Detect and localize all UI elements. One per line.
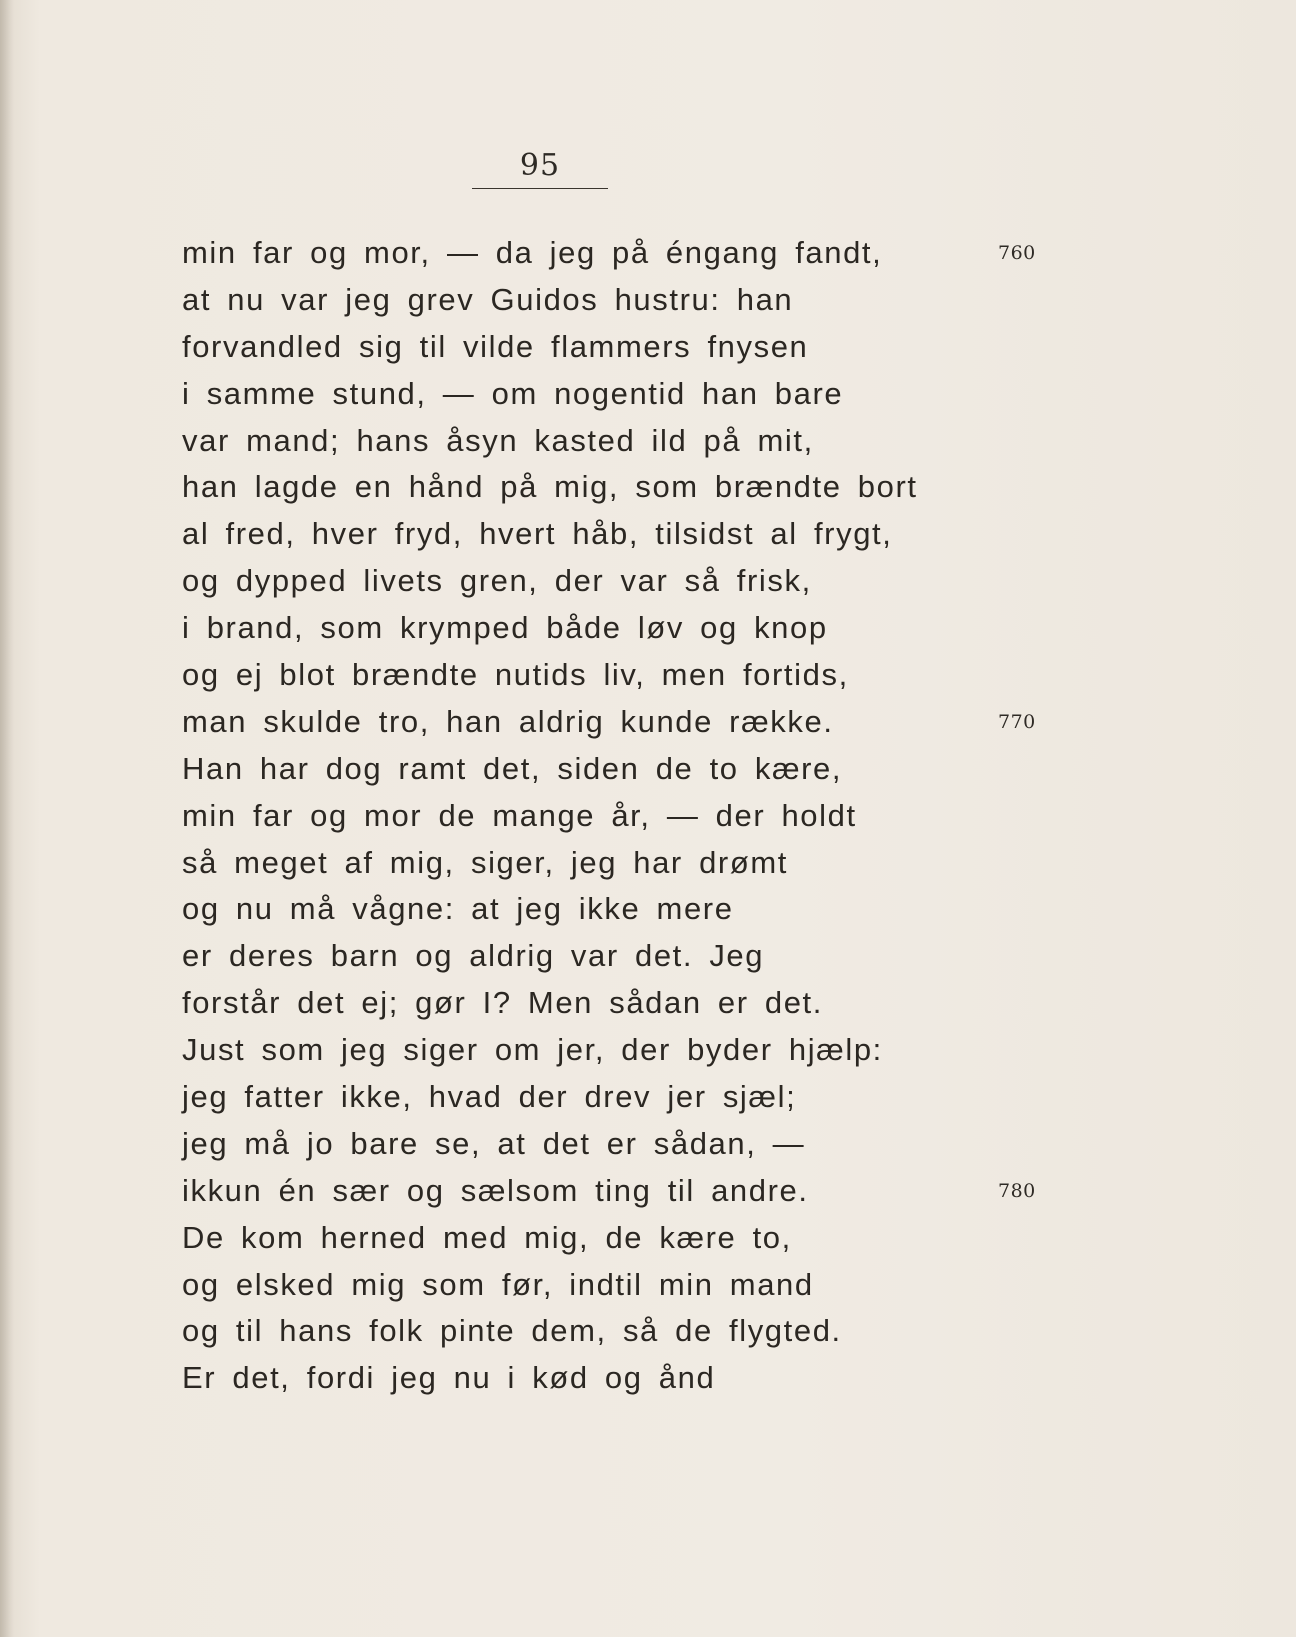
verse-line: i samme stund, — om nogentid han bare (182, 375, 844, 411)
verse-line: man skulde tro, han aldrig kunde række. (182, 703, 834, 739)
verse-line: Han har dog ramt det, siden de to kære, (182, 750, 843, 786)
verse-line: jeg må jo bare se, at det er sådan, — (182, 1125, 806, 1161)
line-number-770: 770 (998, 711, 1036, 733)
verse-line: Just som jeg siger om jer, der byder hjælp: (182, 1032, 883, 1068)
verse-line: er deres barn og aldrig var det. Jeg (182, 938, 765, 974)
verse-line: jeg fatter ikke, hvad der drev jer sjæl; (182, 1079, 797, 1115)
verse-line: De kom herned med mig, de kære to, (182, 1219, 792, 1255)
page-number-rule (472, 188, 608, 189)
line-number-780: 780 (998, 1180, 1036, 1202)
verse-line: Er det, fordi jeg nu i kød og ånd (182, 1360, 716, 1396)
verse-line: i brand, som krymped både løv og knop (182, 610, 828, 646)
page-edge-shadow (0, 0, 14, 1637)
verse-line: og ej blot brændte nutids liv, men fortids, (182, 657, 849, 693)
line-number-760: 760 (998, 242, 1036, 264)
verse-line: at nu var jeg grev Guidos hustru: han (182, 281, 794, 317)
verse-line: al fred, hver fryd, hvert håb, tilsidst al frygt, (182, 516, 893, 552)
page-number: 95 (519, 148, 561, 183)
verse-line: min far og mor, — da jeg på éngang fandt, (182, 235, 883, 270)
verse-line: og elsked mig som før, indtil min mand (182, 1266, 814, 1302)
verse-line: han lagde en hånd på mig, som brændte bort (182, 469, 918, 505)
verse-line: og nu må vågne: at jeg ikke mere (182, 891, 734, 927)
verse-line: var mand; hans åsyn kasted ild på mit, (182, 422, 814, 458)
verse-block (182, 230, 942, 1402)
verse-line: og dypped livets gren, der var så frisk, (182, 563, 812, 599)
verse-line: min far og mor de mange år, — der holdt (182, 797, 857, 833)
verse-line: forstår det ej; gør I? Men sådan er det. (182, 985, 823, 1021)
verse-line: forvandled sig til vilde flammers fnysen (182, 328, 809, 364)
verse-line: så meget af mig, siger, jeg har drømt (182, 844, 789, 880)
verse-line: og til hans folk pinte dem, så de flygted. (182, 1313, 842, 1349)
verse-line: ikkun én sær og sælsom ting til andre. (182, 1172, 809, 1208)
